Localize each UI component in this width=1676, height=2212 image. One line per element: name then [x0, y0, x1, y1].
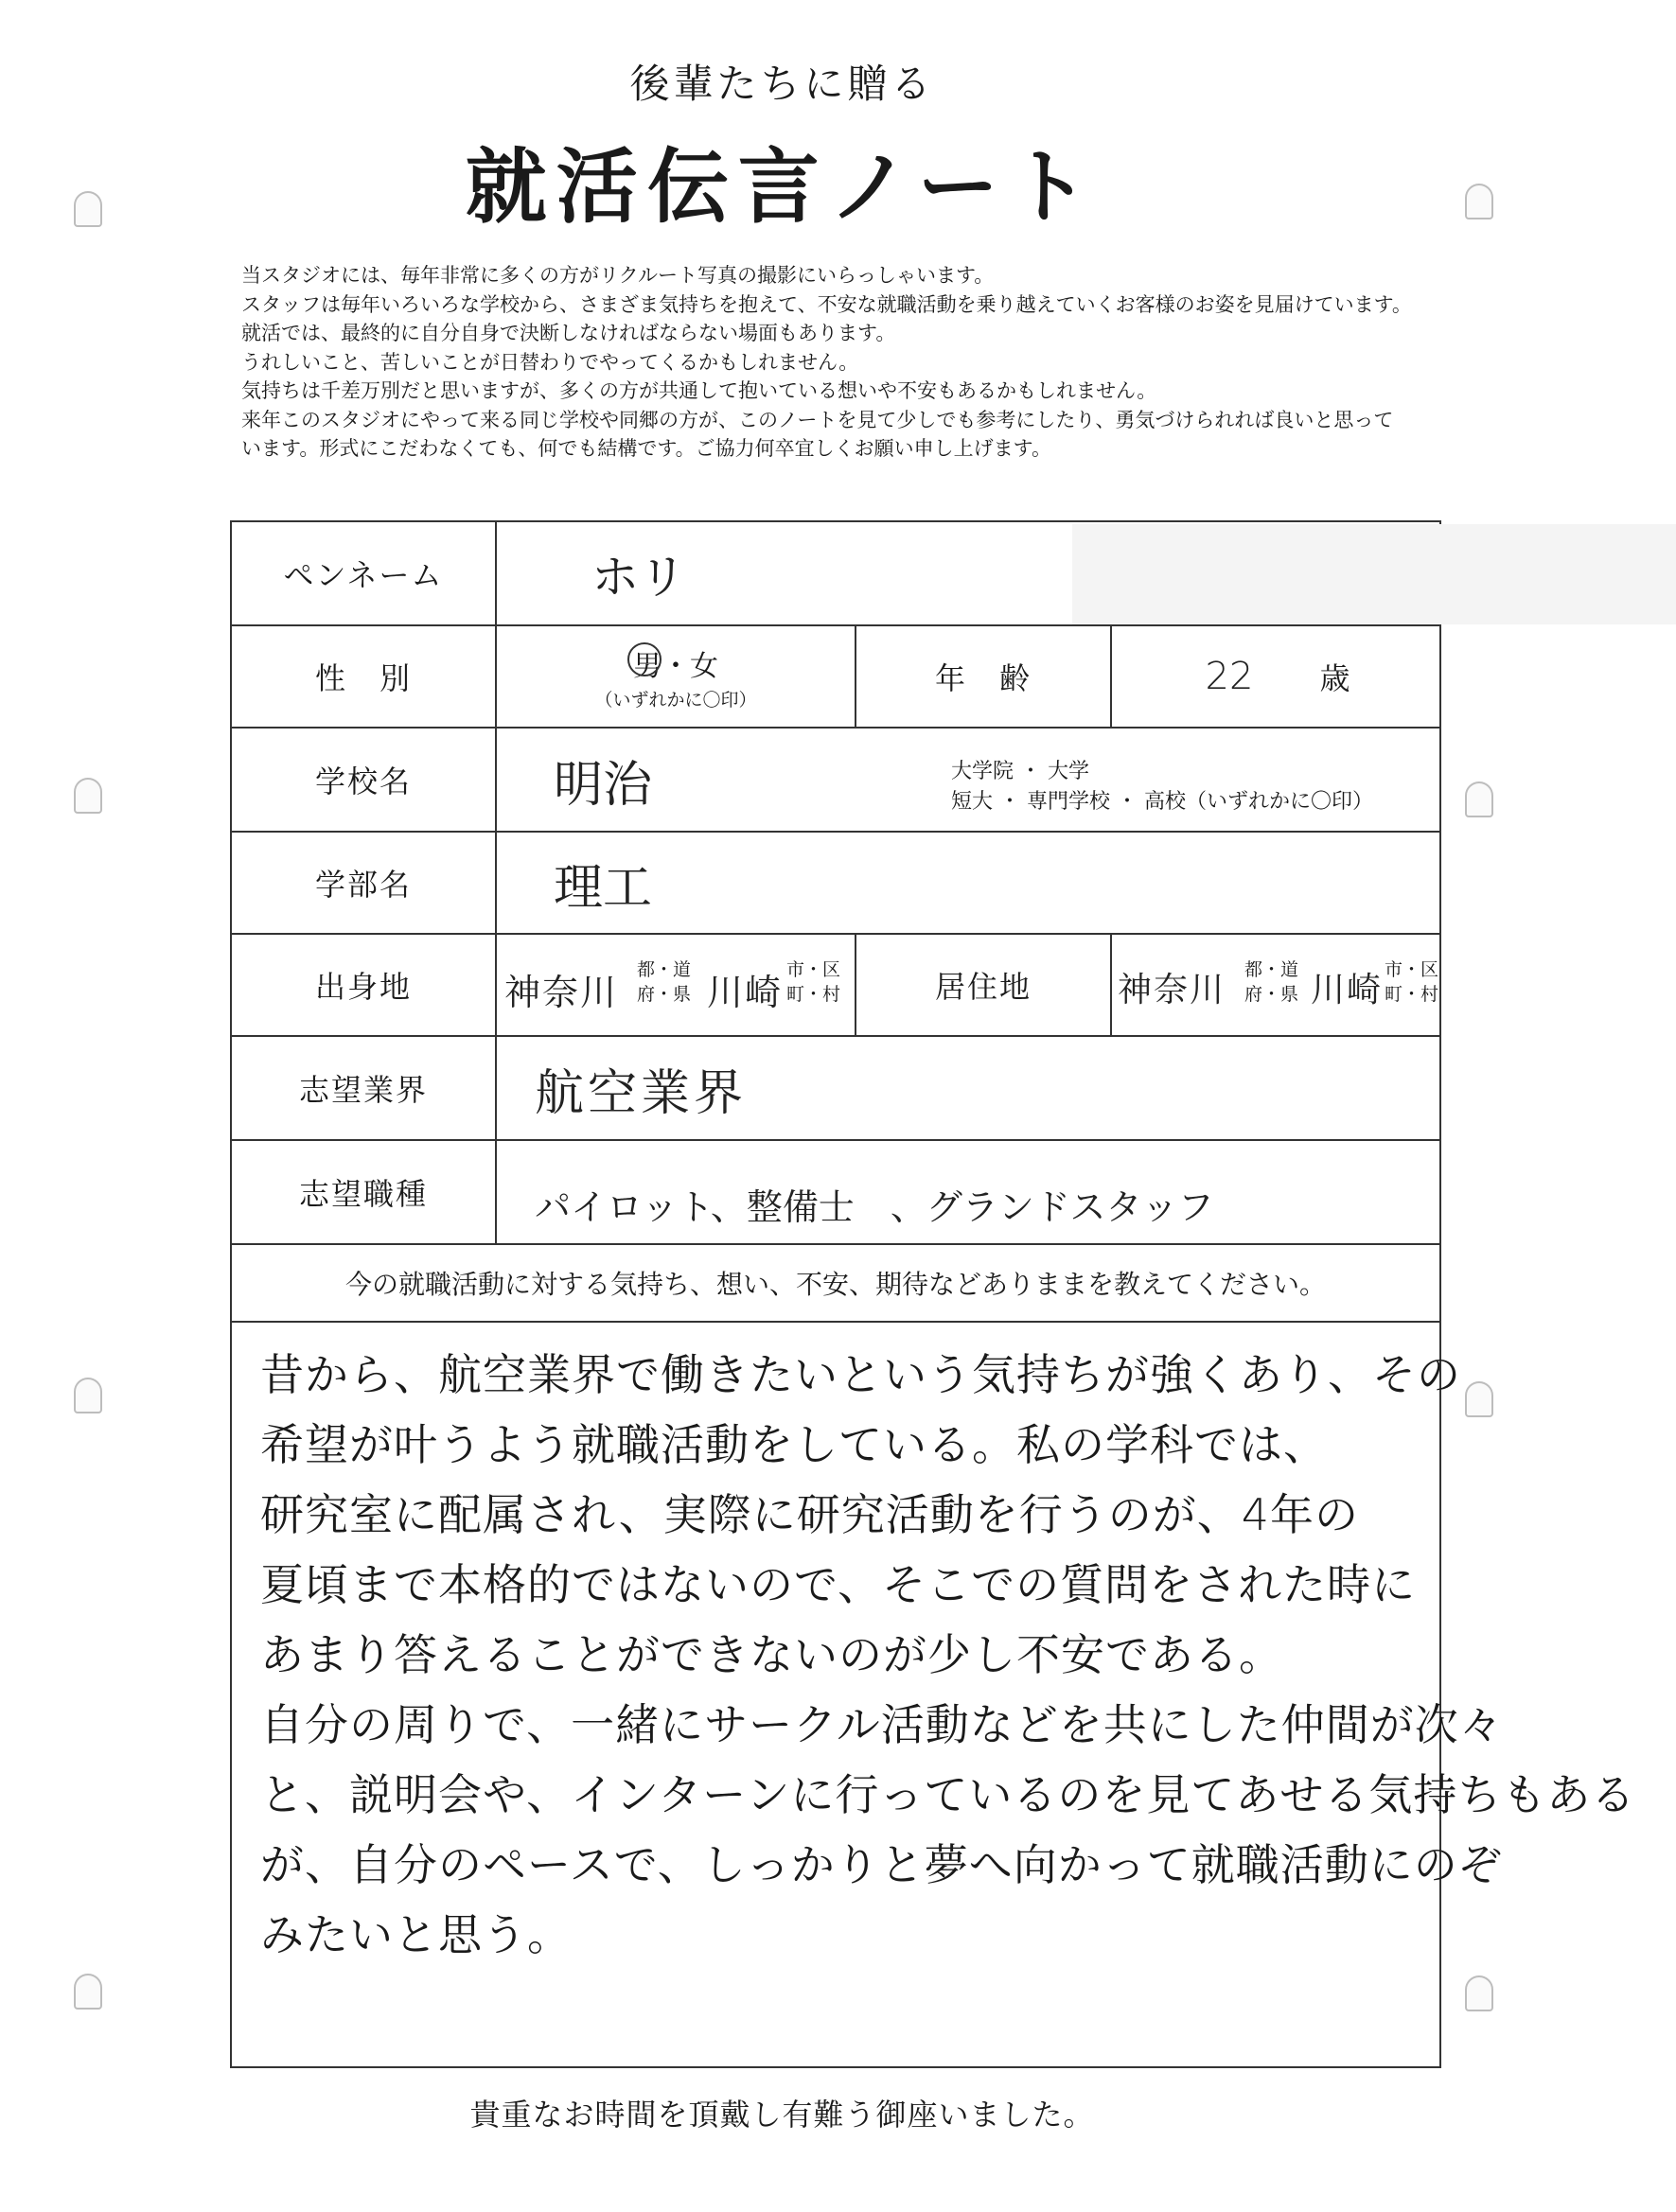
row-industry	[232, 1037, 1439, 1141]
school-type-options[interactable]	[951, 757, 1373, 817]
essay-line: と、説明会や、インターンに行っているのを見てあせる気持ちもある	[260, 1769, 1636, 1820]
gender-male-circle	[627, 642, 662, 676]
punch-hole-right-3	[1465, 1381, 1493, 1417]
age-unit: 歳	[1319, 660, 1350, 696]
residence-field[interactable]	[1110, 935, 1443, 1035]
intro-text	[241, 261, 1528, 464]
redacted-area	[1072, 524, 1676, 624]
school-types-line2: 短大 ・ 専門学校 ・ 高校（いずれかに〇印）	[951, 790, 1373, 814]
residence-pref: 神奈川	[1118, 971, 1226, 1009]
row-school	[232, 729, 1439, 833]
gender-male: 男	[633, 649, 662, 683]
hometown-city-mark-bottom: 町・村	[786, 984, 841, 1005]
punch-hole-left-4	[74, 1974, 102, 2010]
gender-note: （いずれかに〇印）	[594, 689, 757, 711]
pen-name-value[interactable]: ホリ	[495, 522, 1074, 624]
industry-value[interactable]: 航空業界	[495, 1037, 1443, 1139]
essay-prompt: 今の就職活動に対する気持ち、想い、不安、期待などありままを教えてください。	[344, 1269, 1326, 1300]
age-label: 年 齢	[855, 626, 1110, 727]
hometown-pref-mark-bottom: 府・県	[637, 984, 692, 1005]
hometown-city-mark	[786, 957, 840, 1007]
gender-female: 女	[690, 649, 718, 683]
hometown-pref-mark	[637, 957, 691, 1007]
job-label: 志望職種	[298, 1176, 428, 1212]
intro-line: 就活では、最終的に自分自身で決断しなければならない場面もあります。	[241, 322, 896, 344]
essay-line: 自分の周りで、一緒にサークル活動などを共にした仲間が次々	[260, 1699, 1504, 1750]
school-value[interactable]: 明治	[495, 729, 1443, 831]
punch-hole-left-2	[74, 778, 102, 814]
faculty-value[interactable]: 理工	[495, 833, 1443, 933]
essay-line: 昔から、航空業界で働きたいという気持ちが強くあり、その	[260, 1349, 1461, 1400]
age-value: 22	[1205, 655, 1254, 698]
row-job	[232, 1141, 1439, 1245]
punch-hole-left-3	[74, 1378, 102, 1413]
gender-field[interactable]	[495, 626, 855, 727]
footer-thanks: 貴重なお時間を頂戴し有難う御座いました。	[469, 2097, 1095, 2133]
residence-city-mark	[1385, 957, 1438, 1007]
pen-name-label: ペンネーム	[283, 557, 444, 593]
hometown-pref-mark-top: 都・道	[637, 959, 692, 980]
age-field[interactable]	[1110, 626, 1443, 727]
essay-line: あまり答えることができないのが少し不安である。	[260, 1629, 1283, 1680]
residence-pref-mark-top: 都・道	[1244, 959, 1299, 980]
essay-line: が、自分のペースで、しっかりと夢へ向かって就職活動にのぞ	[260, 1839, 1503, 1890]
essay-line: 研究室に配属され、実際に研究活動を行うのが、4年の	[260, 1489, 1360, 1540]
gender-label: 性 別	[314, 660, 412, 696]
intro-line: 気持ちは千差万別だと思いますが、多くの方が共通して抱いている想いや不安もあるかもしれません。	[241, 379, 1157, 402]
gender-options[interactable]	[633, 642, 718, 684]
intro-line: スタッフは毎年いろいろな学校から、さまざま気持ちを抱えて、不安な就職活動を乗り越えていくお客様のお姿を見届けています。	[241, 292, 1412, 316]
page-title: 就活伝言ノート	[465, 140, 1100, 235]
residence-pref-mark	[1244, 957, 1298, 1007]
school-label: 学校名	[314, 764, 412, 799]
school-types-line1: 大学院 ・ 大学	[951, 760, 1089, 783]
essay-line: 夏頃まで本格的ではないので、そこでの質問をされた時に	[260, 1559, 1417, 1610]
gender-separator: ・	[662, 649, 690, 683]
intro-line: います。形式にこだわなくても、何でも結構です。ご協力何卒宜しくお願い申し上げます。	[241, 437, 1051, 460]
intro-line: うれしいこと、苦しいことが日替わりでやってくるかもしれません。	[241, 350, 859, 374]
row-pen-name	[232, 522, 1439, 626]
industry-label: 志望業界	[298, 1072, 428, 1108]
survey-form	[230, 520, 1636, 2068]
hometown-field[interactable]	[495, 935, 855, 1035]
page-subtitle: 後輩たちに贈る	[629, 61, 935, 107]
row-faculty	[232, 833, 1439, 935]
residence-pref-mark-bottom: 府・県	[1244, 984, 1299, 1005]
punch-hole-right-4	[1465, 1975, 1493, 2011]
essay-text	[260, 1340, 1636, 1970]
job-value[interactable]: パイロット、整備士 、グランドスタッフ	[495, 1141, 1443, 1243]
residence-city: 川崎	[1311, 971, 1384, 1009]
intro-line: 来年このスタジオにやって来る同じ学校や同郷の方が、このノートを見て少しでも参考にしたり、勇気づけられれば良いと思って	[241, 408, 1394, 431]
row-hometown-residence	[232, 935, 1439, 1037]
hometown-city-mark-top: 市・区	[786, 959, 841, 980]
faculty-label: 学部名	[314, 867, 412, 903]
punch-hole-right-2	[1465, 781, 1493, 817]
residence-city-mark-bottom: 町・村	[1385, 984, 1439, 1005]
row-prompt	[232, 1245, 1439, 1323]
essay-area[interactable]	[232, 1323, 1636, 2068]
hometown-pref: 神奈川	[504, 972, 619, 1013]
residence-label: 居住地	[855, 935, 1110, 1035]
row-gender-age	[232, 626, 1439, 729]
intro-line: 当スタジオには、毎年非常に多くの方がリクルート写真の撮影にいらっしゃいます。	[241, 264, 995, 287]
hometown-label: 出身地	[314, 969, 412, 1005]
residence-city-mark-top: 市・区	[1385, 959, 1439, 980]
essay-line: みたいと思う。	[260, 1909, 572, 1960]
essay-line: 希望が叶うよう就職活動をしている。私の学科では、	[260, 1419, 1328, 1470]
hometown-city: 川崎	[707, 972, 784, 1013]
